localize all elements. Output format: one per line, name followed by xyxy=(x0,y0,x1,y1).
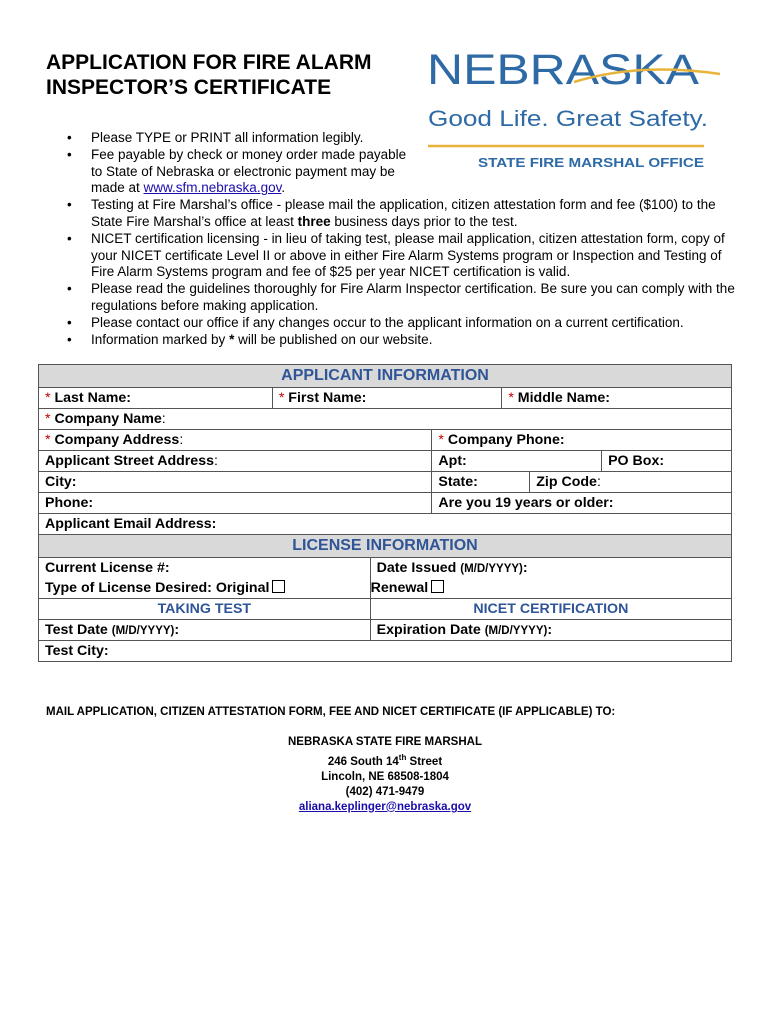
license-type-renewal: Renewal xyxy=(370,578,731,599)
instruction-item: • Fee payable by check or money order made payable to State of Nebraska or electronic payment may be made at www.sfm.nebraska.gov. xyxy=(64,147,411,197)
last-name-field[interactable]: * Last Name: xyxy=(39,388,273,409)
instruction-item: • Please read the guidelines thoroughly for Fire Alarm Inspector certification. Be sure you can comply with the regulations before making application. xyxy=(64,281,744,315)
renewal-checkbox[interactable] xyxy=(431,580,444,593)
page-title xyxy=(46,50,426,100)
taking-test-header: TAKING TEST xyxy=(39,599,371,620)
instruction-item: • Please TYPE or PRINT all information legibly. xyxy=(64,130,744,147)
instruction-item: • Information marked by * will be published on our website. xyxy=(64,332,744,349)
phone-field[interactable]: Phone: xyxy=(39,493,432,514)
title-line-1: APPLICATION FOR FIRE ALARM xyxy=(46,51,372,74)
original-checkbox[interactable] xyxy=(272,580,285,593)
title-line-2: INSPECTOR’S CERTIFICATE xyxy=(46,76,332,99)
age-question-field[interactable]: Are you 19 years or older: xyxy=(432,493,732,514)
po-box-field[interactable]: PO Box: xyxy=(602,451,732,472)
application-form xyxy=(38,364,732,662)
license-information-header: LICENSE INFORMATION xyxy=(39,535,732,558)
street-address-field[interactable]: Applicant Street Address: xyxy=(39,451,432,472)
logo-name: NEBRASKA xyxy=(427,46,700,94)
instruction-item: • Please contact our office if any changes occur to the applicant information on a current certification. xyxy=(64,315,744,332)
instructions-list xyxy=(64,130,744,348)
address-street: 246 South 14th Street xyxy=(327,753,443,768)
company-phone-field[interactable]: * Company Phone: xyxy=(432,430,732,451)
date-issued-field[interactable]: Date Issued (M/D/YYYY): xyxy=(370,558,731,579)
address-phone: (402) 471-9479 xyxy=(345,785,425,798)
zip-code-field[interactable]: Zip Code: xyxy=(530,472,732,493)
test-date-field[interactable]: Test Date (M/D/YYYY): xyxy=(39,620,371,641)
logo-office: STATE FIRE MARSHAL OFFICE xyxy=(478,155,705,170)
current-license-field[interactable]: Current License #: xyxy=(39,558,371,579)
expiration-date-field[interactable]: Expiration Date (M/D/YYYY): xyxy=(370,620,731,641)
mailing-instruction: MAIL APPLICATION, CITIZEN ATTESTATION FORM, FEE AND NICET CERTIFICATE (IF APPLICABLE) TO: xyxy=(46,706,616,718)
company-address-field[interactable]: * Company Address: xyxy=(39,430,432,451)
first-name-field[interactable]: * First Name: xyxy=(272,388,502,409)
city-field[interactable]: City: xyxy=(39,472,432,493)
email-field[interactable]: Applicant Email Address: xyxy=(39,514,732,535)
state-field[interactable]: State: xyxy=(432,472,530,493)
mailing-address xyxy=(0,735,770,815)
logo-tagline: Good Life. Great Safety. xyxy=(428,106,708,131)
address-org: NEBRASKA STATE FIRE MARSHAL xyxy=(287,736,482,748)
apt-field[interactable]: Apt: xyxy=(432,451,602,472)
middle-name-field[interactable]: * Middle Name: xyxy=(502,388,732,409)
license-type-original: Type of License Desired: Original xyxy=(39,578,371,599)
test-city-field[interactable]: Test City: xyxy=(39,641,732,662)
instruction-item: • Testing at Fire Marshal’s office - please mail the application, citizen attestation form and fee ($100) to the State Fire Marshal’s office at least three business days prior to the test. xyxy=(64,197,744,231)
website-link[interactable]: www.sfm.nebraska.gov xyxy=(143,180,282,196)
address-city: Lincoln, NE 68508-1804 xyxy=(321,770,449,783)
contact-email-link[interactable]: aliana.keplinger@nebraska.gov xyxy=(298,800,472,813)
company-name-field[interactable]: * Company Name: xyxy=(39,409,732,430)
instruction-item: • NICET certification licensing - in lieu of taking test, please mail application, citizen attestation form, copy of your NICET certificate Level II or above in either Fire Alarm Systems program or Inspection and Testing of Fire Alarm Systems program and fee of $25 per year NICET certification is valid. xyxy=(64,231,744,281)
nicet-certification-header: NICET CERTIFICATION xyxy=(370,599,731,620)
applicant-information-header: APPLICANT INFORMATION xyxy=(39,365,732,388)
